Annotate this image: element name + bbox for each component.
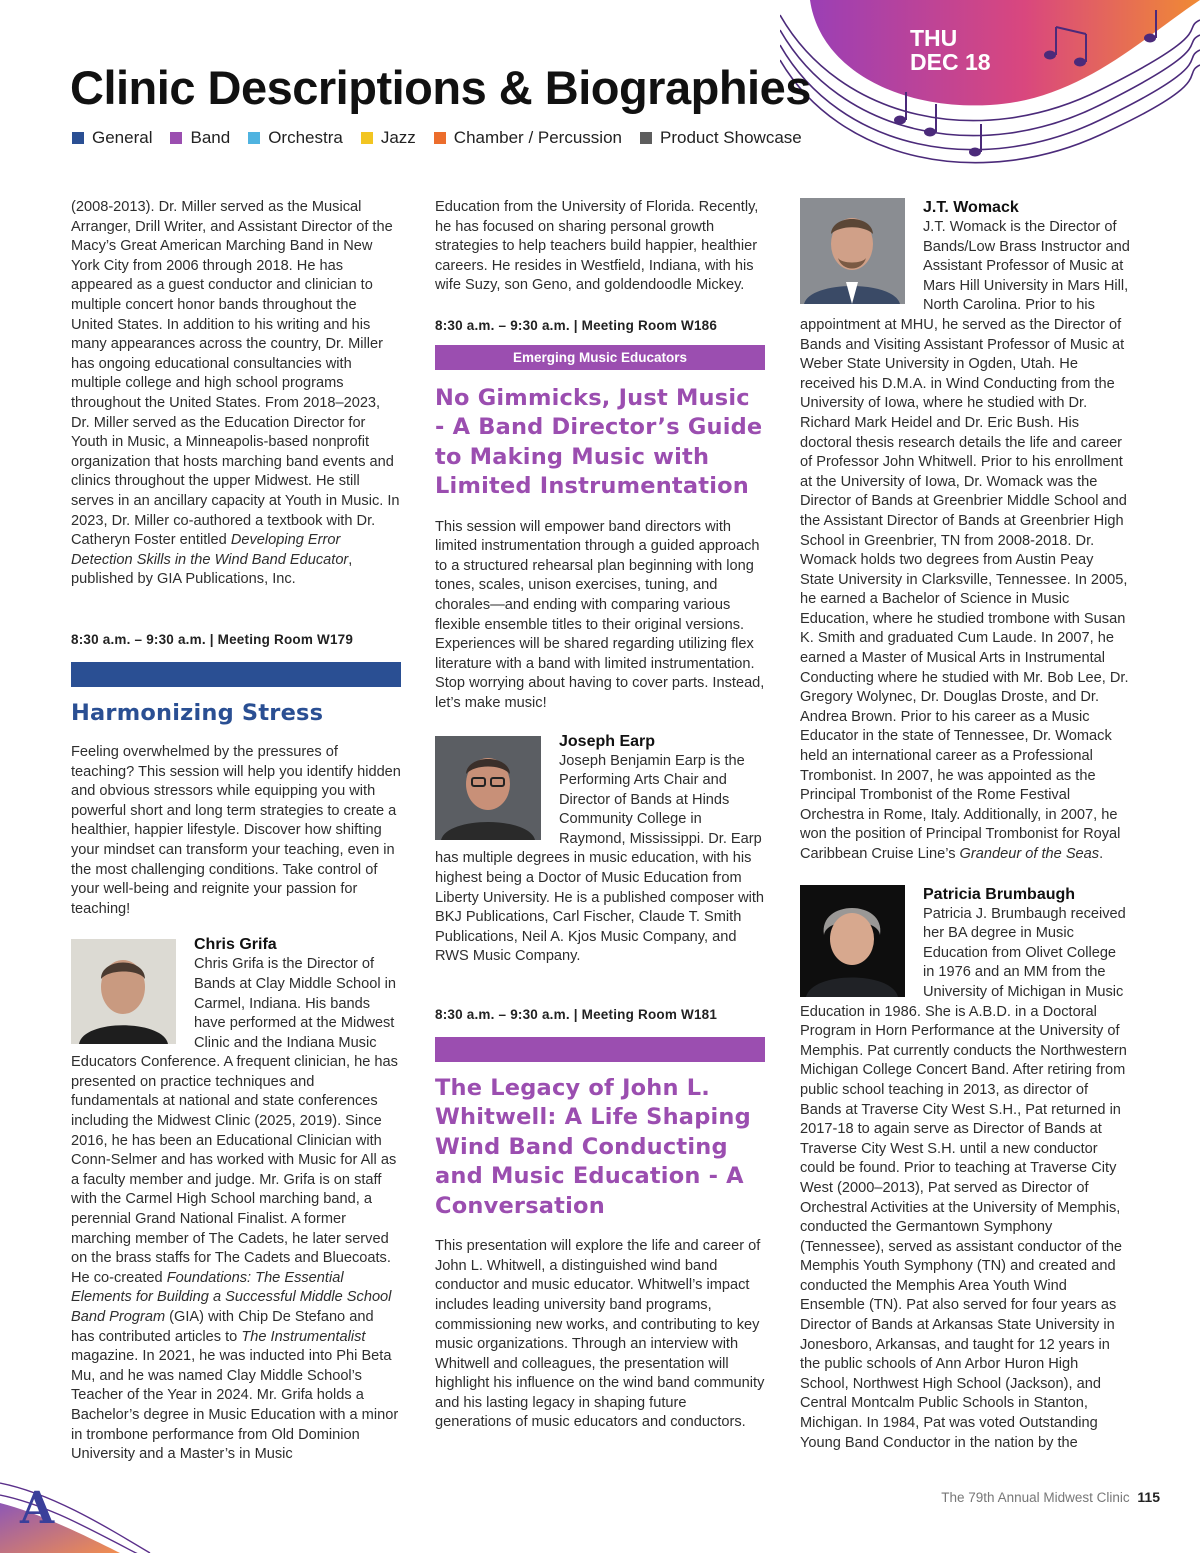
legend-item-band <box>170 128 230 148</box>
bio-text: Patricia J. Brumbaugh received her BA degree in Music Education from Olivet College in 1976 and an MM from the University of Michigan in Music Education in 1986. She is A.B.D. in a Doctoral Program in Horn Performance at the University of Memphis. Pat currently conducts the Northwestern Michigan College Concert Band. After retiring from public school teaching in 2013, as director of Bands at Traverse City West S.H., Pat returned in 2017-18 to again serve as Director of Bands at Traverse City West S.H. until a new conductor could be found. Prior to teaching at Traverse City West (2000–2013), Pat served as Director of Orchestral Activities at the University of Memphis, conducted the Germantown Symphony (Tennessee), served as assistant conductor of the Memphis Youth Symphony (TN) and created and conducted the Memphis Area Youth Wind Ensemble (TN). Pat also served for four years as Director of Bands at Arkansas State University in Jonesboro, Arkansas, and taught for 12 years in the public schools of Ann Arbor Huron High School, Northwest High School (Jackson), and Central Montcalm Public Schools in Stanton, Michigan. In 1984, Pat was voted Outstanding Young Band Conductor in the nation by the <box>800 905 1127 1451</box>
date-badge <box>910 26 991 74</box>
page-number: 115 <box>1137 1489 1160 1505</box>
date-label: DEC 18 <box>910 49 991 75</box>
headshot-patricia-brumbaugh <box>800 885 905 997</box>
category-bar-band <box>435 1037 765 1062</box>
legend-label: Orchestra <box>268 128 343 147</box>
bio-name: Patricia Brumbaugh <box>923 885 1076 903</box>
headshot-joseph-earp <box>435 736 541 840</box>
legend-label: Chamber / Percussion <box>453 128 622 147</box>
bio-text: J.T. Womack is the Director of Bands/Low Brass Instructor and Assistant Professor of Music at Mars Hill University in Mars Hill, North Carolina. Prior to his appointment at MHU, he served as the Director of Bands and Visiting Assistant Professor of Music at Weber State University in Ogden, Utah. He received his D.M.A. in Wind Conducting from the University of Iowa, where he studied with Dr. Richard Mark Heidel and Dr. Eric Bush. His doctoral thesis research details the life and career of Professor John Whitwell. Prior to his enrollment at the University of Iowa, Dr. Womack was the Director of Bands at Greenbrier Middle School and the Assistant Director of Bands at Greenbrier High School in Greenbrier, TN from 2008-2018. Dr. Womack holds two degrees from Austin Peay State University in Clarksville, Tennessee. In 2005, he earned a Bachelor of Science in Music Education, where he studied trombone with Susan K. Smith and graduated Cum Laude. In 2007, he earned a Master of Musical Arts in Instrumental Conducting where he studied with Mr. Bob Lee, Dr. Gregory Wolynec, Dr. Douglas Droste, and Dr. Andrea Brown. Prior to his career as a Music Educator in the state of Tennessee, Dr. Womack held an international career as a Professional Trombonist. In 2007, he was appointed as the Principal Trombonist of the Rome Festival Orchestra in Rome, Italy. Additionally, in 2007, he won the position of Principal Trombonist for Royal Caribbean Cruise Line’s Grandeur of the Seas. <box>800 219 1130 862</box>
legend-swatch-general <box>72 132 84 144</box>
legend-label: General <box>92 128 153 147</box>
ship-name: Grandeur of the Seas <box>959 846 1100 862</box>
bio-jt-womack <box>800 198 1130 865</box>
session-title-harmonizing-stress: Harmonizing Stress <box>71 700 324 727</box>
miller-bio-continued: (2008-2013). Dr. Miller served as the Musical Arranger, Drill Writer, and Assistant Director of the Macy’s Great American Marching Band in New York City from 2006 through 2018. He has appeared as a guest conductor and clinician to multiple concert honor bands throughout the United States. In addition to his writing and his many appearances across the country, Dr. Miller has ongoing educational consultancies with multiple college and high school programs throughout the United States. From 2018–2023, Dr. Miller served as the Education Director for Youth in Music, a Minneapolis-based nonprofit organization that hosts marching band events and clinics throughout the upper Midwest. He still serves in an ancillary capacity at Youth in Music. In 2023, Dr. Miller co-authored a textbook with Dr. Catheryn Foster entitled Developing Error Detection Skills in the Wind Band Educator, published by GIA Publications, Inc. <box>71 199 400 588</box>
headshot-chris-grifa <box>71 939 176 1044</box>
bio-name: J.T. Womack <box>923 199 1019 216</box>
grifa-bio-continued: Education from the University of Florida. Recently, he has focused on sharing personal growth strategies to help teachers build happier, healthier careers. He resides in Westfield, Indiana, with his wife Suzy, son Geno, and goldendoodle Mickey. <box>435 199 759 294</box>
legend-item-product-showcase <box>640 128 802 148</box>
bio-name: Chris Grifa <box>194 936 277 954</box>
legend-swatch-chamber <box>434 132 446 144</box>
legend-swatch-jazz <box>361 132 373 144</box>
bio-joseph-earp <box>435 732 765 968</box>
legend-label: Product Showcase <box>659 128 802 147</box>
session-time-w181: 8:30 a.m. – 9:30 a.m. | Meeting Room W181 <box>435 1007 718 1023</box>
legend-swatch-product <box>640 132 652 144</box>
session-title-legacy-whitwell: The Legacy of John L. Whitwell: A Life Shaping Wind Band Conducting and Music Education - A Conversation <box>435 1074 751 1219</box>
bio-chris-grifa <box>71 935 401 1464</box>
session-time-w186: 8:30 a.m. – 9:30 a.m. | Meeting Room W186 <box>435 317 718 333</box>
bio-text: Chris Grifa is the Director of Bands at Clay Middle School in Carmel, Indiana. His bands have performed at the Midwest Clinic and the Indiana Music Educators Conference. A frequent clinician, he has presented on practice techniques and fundamentals at national and state conferences including the Midwest Clinic (2025, 2019). Since 2016, he has been an Educational Clinician with Conn-Selmer and has worked with Music for All as a faculty member and judge. Mr. Grifa is on staff with the Carmel High School marching band, a perennial Grand National Finalist. A former marching member of The Cadets, he later served on the brass staffs for The Cadets and Bluecoats. He co-created Foundations: The Essential Elements for Building a Successful Middle School Band Program (GIA) with Chip De Stefano and has contributed articles to The Instrumentalist magazine. In 2021, he was inducted into Phi Beta Mu, and he was named Clay Middle School’s Teacher of the Year in 2024. Mr. Grifa holds a Bachelor’s degree in Music Education with a minor in trombone performance from Old Dominion University and a Master’s in Music <box>71 956 399 1463</box>
magazine-title: The Instrumentalist <box>241 1328 366 1345</box>
category-legend <box>72 128 802 148</box>
category-bar-general <box>71 662 401 687</box>
legend-item-general <box>72 128 152 148</box>
legend-item-orchestra <box>248 128 343 148</box>
category-bar-band <box>435 345 765 370</box>
column-right <box>800 198 1130 1453</box>
session-description: This session will empower band directors with limited instrumentation through a guided approach to a structured rehearsal plan beginning with long tones, scales, unison exercises, tuning, and chorales—and ending with comparing various flexible ensemble titles to their original versions. Experiences will be shared regarding utilizing flex literature with a band with limited instrumentation. Stop worrying about having to cover parts. Instead, let’s make music! <box>435 518 765 711</box>
session-description: This presentation will explore the life and career of John L. Whitwell, a distinguished wind band conductor and music educator. Whitwell’s impact includes leading university band programs, commissioning new works, and contributing to key music organizations. Through an interview with Whitwell and colleagues, the presentation will highlight his influence on the wind band community and his lasting legacy in shaping future generations of music educators and conductors. <box>435 1238 765 1431</box>
session-tag: Emerging Music Educators <box>512 349 688 365</box>
column-middle <box>435 198 765 1433</box>
page-footer <box>941 1489 1160 1505</box>
book-title: Developing Error Detection Skills in the Wind Band Educator <box>71 532 349 568</box>
publication-name: The 79th Annual Midwest Clinic <box>941 1490 1130 1505</box>
legend-label: Band <box>190 128 231 147</box>
legend-label: Jazz <box>380 128 416 147</box>
legend-item-chamber-percussion <box>434 128 622 148</box>
bio-patricia-brumbaugh <box>800 885 1130 1454</box>
clef-decoration <box>0 1443 160 1553</box>
svg-text:A: A <box>20 1483 55 1534</box>
column-left <box>71 198 401 1465</box>
headshot-jt-womack <box>800 198 905 304</box>
book-title: Foundations: The Essential Elements for Building a Successful Middle School Band Program <box>71 1269 392 1325</box>
bio-name: Joseph Earp <box>559 732 656 750</box>
session-description: Feeling overwhelmed by the pressures of teaching? This session will help you identify hidden and obvious stressors while equipping you with powerful short and long term strategies to create a healthier, happier lifestyle. Discover how shifting your mindset can transform your teaching, even in the most challenging conditions. Take control of your well-being and reignite your passion for teaching! <box>71 743 401 917</box>
day-label: THU <box>910 25 958 51</box>
session-time-w179: 8:30 a.m. – 9:30 a.m. | Meeting Room W179 <box>71 631 354 647</box>
legend-swatch-band <box>170 132 182 144</box>
page-title: Clinic Descriptions & Biographies <box>70 61 811 114</box>
legend-swatch-orchestra <box>248 132 260 144</box>
legend-item-jazz <box>361 128 416 148</box>
bio-text: Joseph Benjamin Earp is the Performing Arts Chair and Director of Bands at Hinds Community College in Raymond, Mississippi. Dr. Earp has multiple degrees in music education, with his highest being a Doctor of Music Education from Liberty University. He is a published composer with BKJ Publications, Carl Fischer, Claude T. Smith Publications, Neil A. Kjos Music Company, and RWS Music Company. <box>435 752 765 965</box>
session-title-no-gimmicks: No Gimmicks, Just Music - A Band Director’s Guide to Making Music with Limited Instrumentation <box>435 384 763 500</box>
